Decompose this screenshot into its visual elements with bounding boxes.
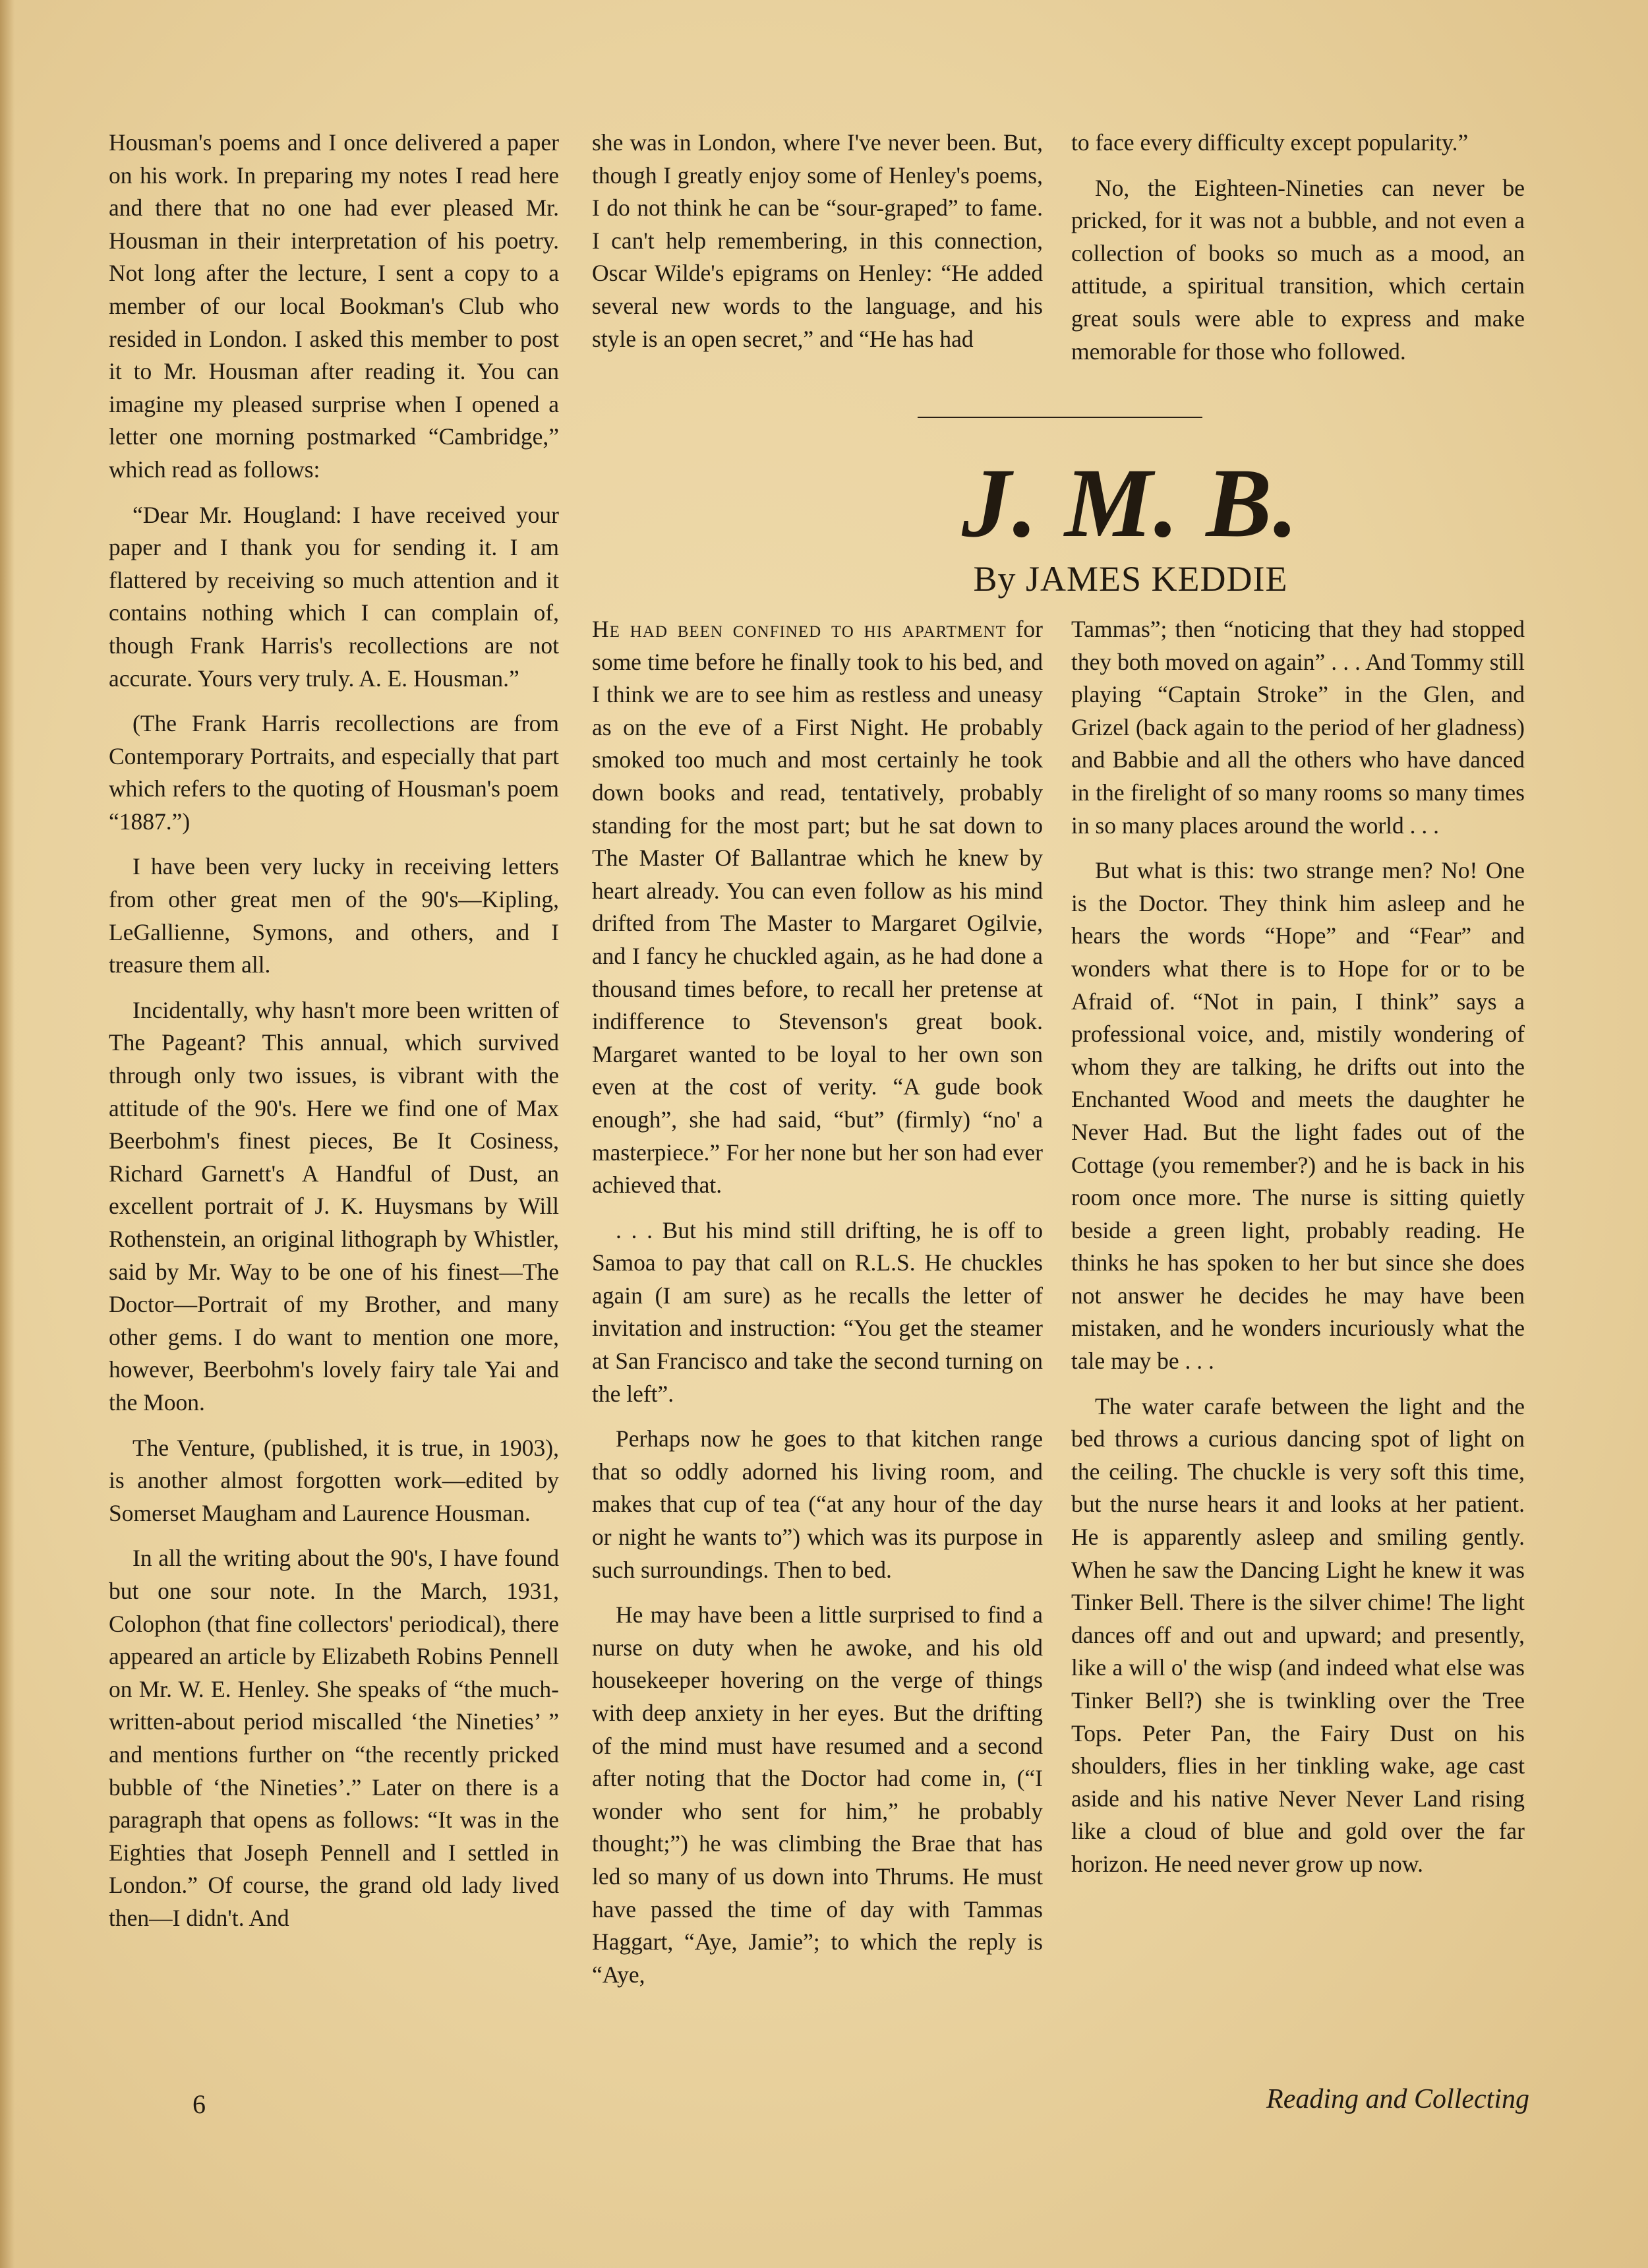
page-edge-shadow bbox=[0, 0, 15, 2268]
paragraph: I have been very lucky in receiving letters from other great men of the 90's—Kipling, LeGallienne, Symons, and others, and I treasure them all. bbox=[109, 853, 559, 978]
paragraph: to face every difficulty except popularity.” bbox=[1071, 129, 1469, 156]
article-right-column bbox=[1071, 613, 1525, 1894]
paragraph: He may have been a little surprised to find a nurse on duty when he awoke, and his old housekeeper hovering on the verge of things with deep anxiety in her eyes. But the drifting of the mind must have resumed and a second after noting that the Doctor had come in, (“I wonder who sent for him,” he probably thought;”) he was climbing the Brae that has led so many of us down into Thrums. He must have passed the time of day with Tammas Haggart, “Aye, Jamie”; to which the reply is “Aye, bbox=[592, 1601, 1043, 1988]
paragraph: “Dear Mr. Hougland: I have received your paper and I thank you for sending it. I am flattered by receiving so much attention and it contains nothing which I can complain of, though Frank Harris's recollections are not accurate. Yours very truly. A. E. Housman.” bbox=[109, 501, 559, 692]
right-column-top bbox=[1071, 127, 1525, 380]
paragraph: In all the writing about the 90's, I have found but one sour note. In the March, 1931, Colophon (that fine collectors' periodical), there appeared an article by Elizabeth Robins Pennell on Mr. W. E. Henley. She speaks of “the much-written-about period miscalled ‘the Nineties’ ” and mentions further on “the recently pricked bubble of ‘the Nineties’.” Later on there is a paragraph that opens as follows: “It was in the Eighties that Joseph Pennell and I settled in London.” Of course, the grand old lady lived then—I didn't. And bbox=[109, 1545, 559, 1931]
paragraph: Tammas”; then “noticing that they had stopped they both moved on again” . . . And Tommy still playing “Captain Stroke” in the Glen, and Grizel (back again to the period of her gladness) and Babbie and all the others who have danced in the firelight of so many rooms so many times in so many places around the world . . . bbox=[1071, 616, 1525, 839]
left-column bbox=[109, 127, 559, 1947]
lead-in: He had been confined to his apartment bbox=[592, 616, 1007, 642]
paragraph: But what is this: two strange men? No! One is the Doctor. They think him asleep and he hears the words “Hope” and “Fear” and wonders what there is to Hope for or to be Afraid of. “Not in pain, I think” says a professional voice, and, mistily wondering of whom they are talking, he drifts out into the Enchanted Wood and meets the daughter he Never Had. But the light fades out of the Cottage (you remember?) and he is back in his room once more. The nurse is sitting quietly beside a green light, probably reading. He thinks he has spoken to her but since she does not answer he decides he may have been mistaken, and he wonders incuriously what the tale may be . . . bbox=[1071, 857, 1525, 1375]
paragraph: (The Frank Harris recollections are from Contemporary Portraits, and especially that part which refers to the quoting of Housman's poem “1887.”) bbox=[109, 710, 559, 835]
page-number: 6 bbox=[192, 2089, 206, 2119]
article-title: J. M. B. bbox=[962, 448, 1299, 558]
opening-text: for some time before he finally took to his bed, and I think we are to see him as restless and uneasy as on the eve of a First Night. He probably smoked too much and most certainly he took down books and read, tentatively, probably standing for the most part; but he sat down to The Master Of Ballantrae which he knew by heart already. You can even follow as his mind drifted from The Master to Margaret Ogilvie, and I fancy he chuckled again, as he had done a thousand times before, to recall her pretense at indifference to Stevenson's great book. Margaret wanted to be loyal to her own son even at the cost of verity. “A gude book enough”, she had said, “but” (firmly) “no' a masterpiece.” For her none but her son had ever achieved that. bbox=[592, 616, 1043, 1199]
paragraph: Housman's poems and I once delivered a paper on his work. In preparing my notes I read here and there that no one had ever pleased Mr. Housman in their interpretation of his poetry. Not long after the lecture, I sent a copy to a member of our local Bookman's Club who resided in London. I asked this member to post it to Mr. Housman after reading it. You can imagine my pleased surprise when I opened a letter one morning postmarked “Cambridge,” which read as follows: bbox=[109, 129, 559, 483]
paragraph: The water carafe between the light and the bed throws a curious dancing spot of light on the ceiling. The chuckle is very soft this time, but the nurse hears it and looks at her patient. He is apparently asleep and smiling gently. When he saw the Dancing Light he knew it was Tinker Bell. There is the silver chime! The light dances off and out and upward; and presently, like a will o' the wisp (and indeed what else was Tinker Bell?) she is twinkling over the Tree Tops. Peter Pan, the Fairy Dust on his shoulders, flies in her tinkling wake, age cast aside and his native Never Never Land rising like a cloud of blue and gold over the far horizon. He need never grow up now. bbox=[1071, 1392, 1525, 1877]
article-byline: By JAMES KEDDIE bbox=[973, 559, 1288, 599]
middle-column-top bbox=[592, 127, 1043, 368]
paragraph: No, the Eighteen-Nineties can never be pricked, for it was not a bubble, and not even a collection of books so much as a mood, an attitude, a spiritual transition, which certain great souls were able to express and make memorable for those who followed. bbox=[1071, 174, 1525, 365]
article-heading bbox=[824, 448, 1437, 599]
paragraph: she was in London, where I've never been. But, though I greatly enjoy some of Henley's poems, I do not think he can be “sour-graped” to fame. I can't help remembering, in this connection, Oscar Wilde's epigrams on Henley: “He added several new words to the language, and his style is an open secret,” and “He has had bbox=[592, 129, 1043, 352]
paragraph: Incidentally, why hasn't more been written of The Pageant? This annual, which survived through only two issues, is vibrant with the attitude of the 90's. Here we find one of Max Beerbohm's finest pieces, Be It Cosiness, Richard Garnett's A Handful of Dust, an excellent portrait of J. K. Huysmans by Will Rothenstein, an original lithograph by Whistler, said by Mr. Way to be one of his finest—The Doctor—Portrait of my Brother, and many other gems. I do want to mention one more, however, Beerbohm's lovely fairy tale Yai and the Moon. bbox=[109, 996, 559, 1416]
paragraph: The Venture, (published, it is true, in 1903), is another almost forgotten work—edited by Somerset Maugham and Laurence Housman. bbox=[109, 1434, 559, 1526]
article-middle-column bbox=[592, 613, 1043, 2004]
paragraph: Perhaps now he goes to that kitchen range that so oddly adorned his living room, and makes that cup of tea (“at any hour of the day or night he wants to”) which was its purpose in such surroundings. Then to bed. bbox=[592, 1425, 1043, 1583]
article-opening-paragraph bbox=[592, 613, 1043, 1202]
publication-footer: Reading and Collecting bbox=[1266, 2084, 1529, 2114]
section-divider bbox=[918, 417, 1202, 418]
paragraph: . . . But his mind still drifting, he is off to Samoa to pay that call on R.L.S. He chuckles again (I am sure) as he recalls the letter of invitation and instruction: “You get the steamer at San Francisco and take the second turning on the left”. bbox=[592, 1216, 1043, 1407]
